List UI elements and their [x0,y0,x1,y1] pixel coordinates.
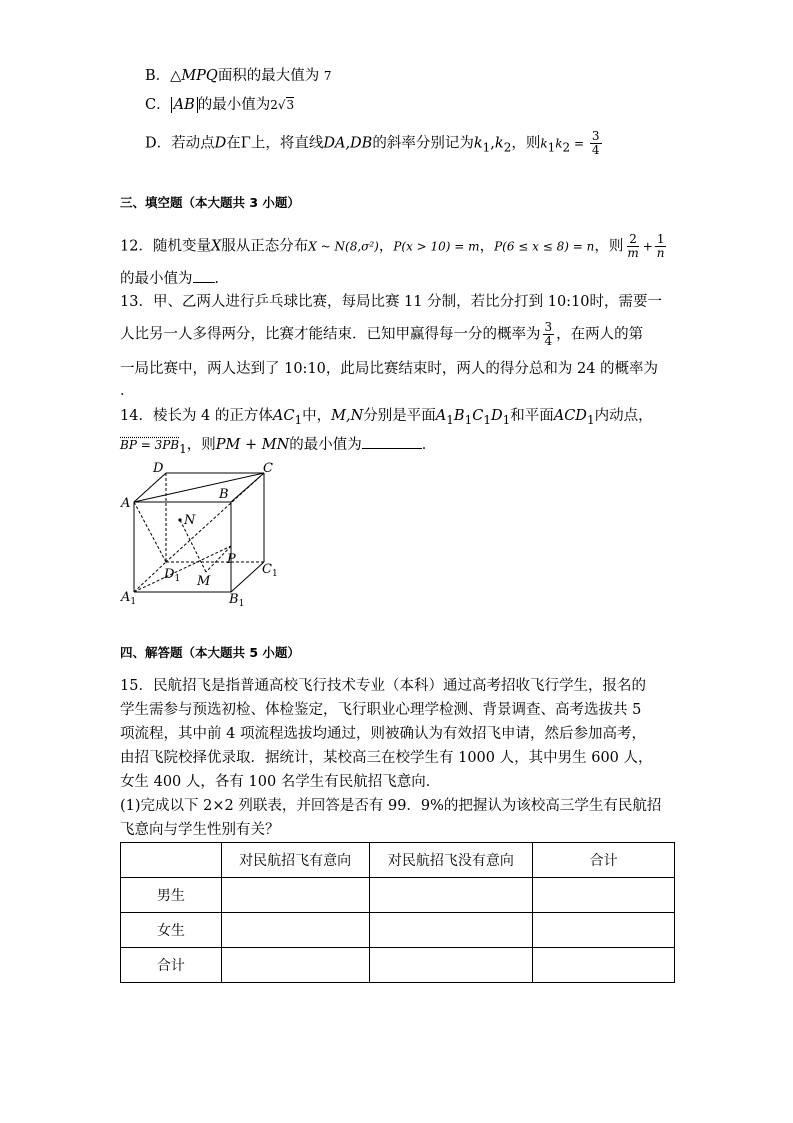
question-12-line2: 的最小值为 ． [120,268,229,289]
label-d: D [153,461,164,476]
table-cell [369,948,533,983]
question-13-line3: 一局比赛中，两人达到了 10:10，此局比赛结束时，两人的得分总和为 24 的概率为 [120,361,659,377]
label-m: M [197,574,211,589]
question-13: 13．甲、乙两人进行乒乓球比赛，每局比赛 11 分制，若比分打到 10:10时，需要一 [120,294,663,310]
table-cell [369,878,533,913]
label-p: P [227,552,236,567]
table-cell [533,913,675,948]
option-d: D．若动点D在Γ上，将直线DA,DB的斜率分别记为$k_1,k_2$，则$k_1k_2$ = $\frac{3}{4}$ [145,129,600,157]
section-4-title: 四、解答题（本大题共 5 小题） [120,645,300,660]
label-b1: $B_1$ [229,592,245,609]
fraction: $\frac{3}{4}$ [544,320,553,348]
cube-figure [118,460,288,610]
question-15-line2: 学生需参与预选初检、体检鉴定，飞行职业心理学检测、背景调查、高考选拔共 5 [120,702,642,718]
label-c: C [263,461,273,476]
table-header-cell [121,843,222,878]
answer-blank [193,268,215,283]
table-row [121,878,675,913]
label-c1: $C_1$ [262,562,278,579]
row-label: 合计 [121,948,222,983]
table-cell [221,913,369,948]
question-15-line4: 由招飞院校择优录取．据统计，某校高三在校学生有 1000 人，其中男生 600 人， [120,750,653,766]
row-label: 女生 [121,913,222,948]
label-n: N [184,513,196,528]
option-c: C． AB 的最小值为2√3 [145,97,295,113]
row-label: 男生 [121,878,222,913]
table-header-cell: 对民航招飞没有意向 [369,843,533,878]
label-a1: $A_1$ [121,590,137,607]
table-cell [221,948,369,983]
fraction: $\frac{1}{n}$ [656,232,665,260]
label-b: B [219,487,229,502]
section-3-title: 三、填空题（本大题共 3 小题） [120,195,300,210]
question-13-line2: 人比另一人多得两分，比赛才能结束．已知甲赢得每一分的概率为 $\frac{3}{4}$ ，在两人的第 [120,320,644,348]
table-cell [533,878,675,913]
table-header-row [121,843,675,878]
question-15-line5: 女生 400 人，各有 100 名学生有民航招飞意向． [120,774,441,790]
table-row [121,948,675,983]
fraction: $\frac{3}{4}$ [591,129,600,157]
fraction: $\frac{2}{m}$ [627,232,639,260]
label-a: A [121,496,131,511]
question-14-line2: BP = $3PB_1$，则PM + MN的最小值为 ． [120,434,436,459]
table-row [121,913,675,948]
answer-blank [362,434,422,449]
question-15-sub1: (1)完成以下 2×2 列联表，并回答是否有 99．9%的把握认为该校高三学生有民航招 [120,798,662,814]
contingency-table [120,842,675,983]
label-d1: $D_1$ [164,567,181,584]
table-cell [533,948,675,983]
option-b: B．△MPQ面积的最大值为 7 [145,68,332,84]
table-header-cell: 对民航招飞有意向 [221,843,369,878]
question-12: 12．随机变量X服从正态分布X ~ N(8,σ²)，P(x > 10) = m，P(6 ≤ x ≤ 8) = n，则 $\frac{2}{m}$ + $\frac{1}{n}$ [120,232,665,260]
question-13-line4: ． [120,383,135,399]
question-15: 15．民航招飞是指普通高校飞行技术专业（本科）通过高考招收飞行学生，报名的 [120,678,646,694]
question-14: 14．棱长为 4 的正方体$AC_1$中，M,N分别是平面$A_1B_1C_1D_1$和平面$ACD_1$内动点， [120,408,653,427]
question-15-sub1-cont: 飞意向与学生性别有关？ [120,822,280,838]
table-cell [369,913,533,948]
question-15-line3: 项流程，其中前 4 项流程选拔均通过，则被确认为有效招飞申请，然后参加高考， [120,726,646,742]
table-cell [221,878,369,913]
table-header-cell: 合计 [533,843,675,878]
